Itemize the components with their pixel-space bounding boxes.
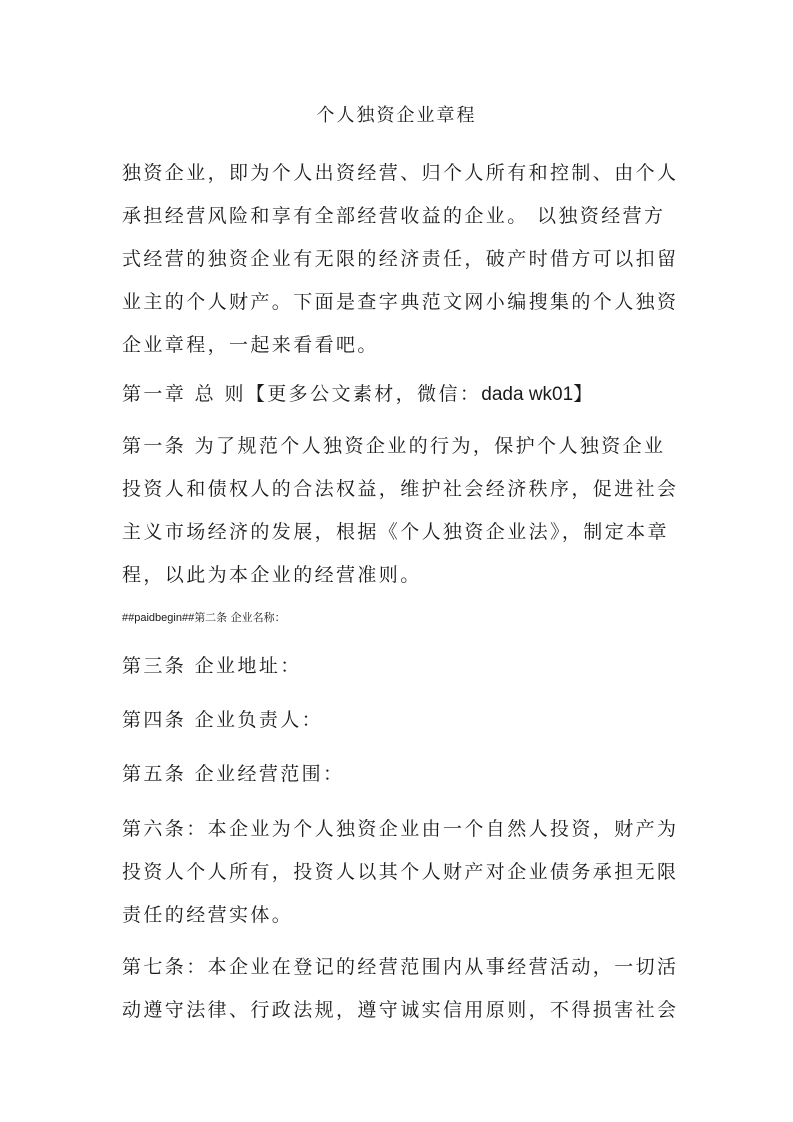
intro-line: 业主的个人财产。下面是查字典范文网小编搜集的个人独资 (122, 291, 679, 313)
article-6 (122, 808, 682, 937)
article-6-line: 第六条：本企业为个人独资企业由一个自然人投资，财产为 (122, 818, 679, 840)
article-3: 第三条 企业地址： (122, 655, 302, 677)
article-1-line: 第一条 为了规范个人独资企业的行为，保护个人独资企业 (122, 435, 666, 457)
intro-line: 独资企业，即为个人出资经营、归个人所有和控制、由个人 (122, 162, 679, 184)
intro-line: 企业章程，一起来看看吧。 (122, 334, 379, 356)
article-7-line: 第七条：本企业在登记的经营范围内从事经营活动，一切活 (122, 956, 679, 978)
document-title: 个人独资企业章程 (316, 105, 477, 126)
chapter-heading-close: 】 (573, 383, 595, 405)
paid-marker: ##paidbegin## (122, 612, 195, 624)
intro-paragraph (122, 152, 682, 367)
article-7-line: 动遵守法律、行政法规，遵守诚实信用原则，不得损害社会 (122, 999, 679, 1021)
wechat-handle: dada wk01 (481, 384, 574, 405)
article-6-line: 责任的经营实体。 (122, 904, 294, 926)
chapter-heading-line (122, 373, 682, 416)
article-2 (122, 609, 286, 627)
article-1-line: 程，以此为本企业的经营准则。 (122, 564, 422, 586)
chapter-heading (122, 373, 682, 416)
chapter-heading-text: 第一章 总 则【更多公文素材，微信： (122, 383, 482, 405)
intro-line: 承担经营风险和享有全部经营收益的企业。 以独资经营方 (122, 205, 666, 227)
intro-line: 式经营的独资企业有无限的经济责任，破产时借方可以扣留 (122, 248, 679, 270)
article-1-line: 主义市场经济的发展，根据《个人独资企业法》，制定本章 (122, 521, 669, 543)
article-5: 第五条 企业经营范围： (122, 763, 345, 785)
article-6-line: 投资人个人所有，投资人以其个人财产对企业债务承担无限 (122, 861, 679, 883)
article-7 (122, 946, 682, 1032)
article-1-line: 投资人和债权人的合法权益，维护社会经济秩序，促进社会 (122, 478, 679, 500)
article-1 (122, 425, 682, 597)
article-2-text: 第二条 企业名称： (194, 611, 286, 624)
article-4: 第四条 企业负责人： (122, 709, 324, 731)
